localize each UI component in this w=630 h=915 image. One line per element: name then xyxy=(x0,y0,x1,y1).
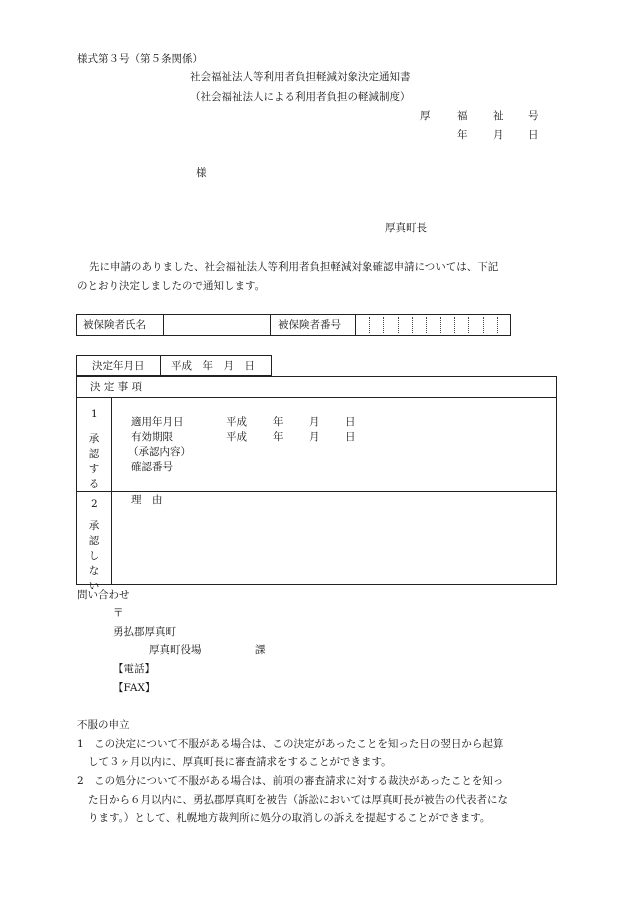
digit-separator xyxy=(454,317,455,333)
contact-section: 課 xyxy=(255,644,266,656)
digit-separator xyxy=(426,317,427,333)
issuer: 厚真町長 xyxy=(385,222,427,234)
addressee-suffix: 様 xyxy=(196,167,207,179)
intro-line-2: のとおり決定しましたので通知します。 xyxy=(77,280,266,292)
objection-item1-line1: 1 この決定について不服がある場合は、この決定があったことを知った日の翌日から起算 xyxy=(77,738,504,750)
contact-office: 厚真町役場 xyxy=(149,644,202,656)
digit-separator xyxy=(383,317,384,333)
approval-content-label: （承認内容） xyxy=(128,446,191,458)
applicable-date-year: 年 xyxy=(273,416,284,428)
intro-line-1: 先に申請のありました、社会福祉法人等利用者負担軽減対象確認申請については、下記 xyxy=(89,261,499,273)
digit-separator xyxy=(497,317,498,333)
confirmation-number-label: 確認番号 xyxy=(131,461,173,473)
document-title: 社会福祉法人等利用者負担軽減対象決定通知書 xyxy=(190,71,411,83)
contact-phone-label: 【電話】 xyxy=(113,663,155,675)
decision-items-label: 決 定 事 項 xyxy=(90,381,143,393)
applicable-date-day: 日 xyxy=(345,416,356,428)
insured-number-label: 被保険者番号 xyxy=(278,319,341,331)
validity-period-month: 月 xyxy=(309,431,320,443)
validity-period-label: 有効期限 xyxy=(131,431,173,443)
validity-period-year: 年 xyxy=(273,431,284,443)
applicable-date-month: 月 xyxy=(309,416,320,428)
approve-number: 1 xyxy=(91,408,98,420)
date-day-char: 日 xyxy=(528,129,539,141)
digit-separator xyxy=(440,317,441,333)
date-year-char: 年 xyxy=(457,129,468,141)
doc-no-char-2: 福 xyxy=(457,110,468,122)
objection-heading: 不服の申立 xyxy=(77,719,130,731)
digit-separator xyxy=(468,317,469,333)
doc-no-char-1: 厚 xyxy=(420,110,431,122)
applicable-date-label: 適用年月日 xyxy=(131,416,184,428)
insured-name-label: 被保険者氏名 xyxy=(83,319,146,331)
objection-item2-line2: た日から６月以内に、勇払郡厚真町を被告（訴訟においては厚真町長が被告の代表者にな xyxy=(88,794,508,806)
date-month-char: 月 xyxy=(493,129,504,141)
decision-date-value[interactable]: 平成 年 月 日 xyxy=(171,360,255,372)
doc-no-char-4: 号 xyxy=(528,110,539,122)
insured-name-value[interactable] xyxy=(168,320,266,334)
validity-period-era: 平成 xyxy=(226,431,247,443)
objection-item2-line1: 2 この処分について不服がある場合は、前項の審査請求に対する裁決があったことを知っ xyxy=(77,775,504,787)
digit-separator xyxy=(483,317,484,333)
doc-no-char-3: 祉 xyxy=(493,110,504,122)
reason-label: 理 由 xyxy=(131,494,163,506)
digit-separator xyxy=(398,317,399,333)
applicable-date-era: 平成 xyxy=(226,416,247,428)
objection-item2-line3: ります。）として、札幌地方裁判所に処分の取消しの訴えを提起することができます。 xyxy=(88,812,491,824)
decision-date-label: 決定年月日 xyxy=(92,360,145,372)
decision-items-box xyxy=(76,376,557,585)
document-subtitle: （社会福祉法人による利用者負担の軽減制度） xyxy=(190,91,411,103)
approve-vertical-label: 承 認 す る xyxy=(88,433,100,490)
contact-address: 勇払郡厚真町 xyxy=(113,626,176,638)
postal-mark: 〒 xyxy=(113,607,124,619)
validity-period-day: 日 xyxy=(345,431,356,443)
deny-number: 2 xyxy=(91,498,98,510)
digit-separator xyxy=(412,317,413,333)
contact-fax-label: 【FAX】 xyxy=(113,682,156,694)
digit-separator xyxy=(369,317,370,333)
deny-vertical-label: 承 認 し な い xyxy=(88,520,100,592)
objection-item1-line2: して３ヶ月以内に、厚真町長に審査請求をすることができます。 xyxy=(88,756,392,768)
contact-heading: 問い合わせ xyxy=(77,589,130,601)
form-number: 様式第３号（第５条関係） xyxy=(77,53,203,65)
